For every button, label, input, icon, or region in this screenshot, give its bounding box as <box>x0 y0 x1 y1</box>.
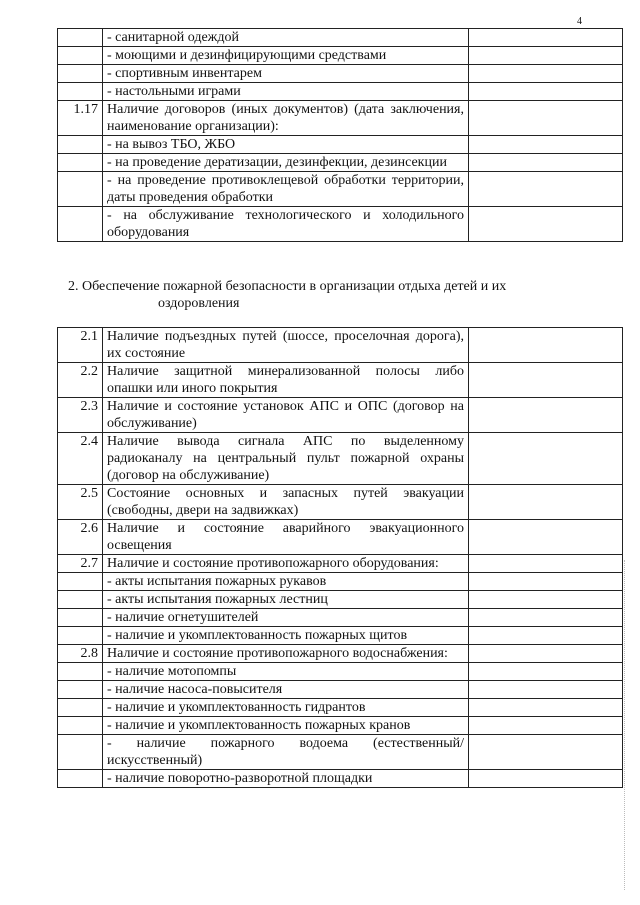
item-number <box>58 83 103 101</box>
page-number: 4 <box>577 16 582 27</box>
item-number <box>58 770 103 788</box>
item-description: - на обслуживание технологического и холодильного оборудования <box>103 207 469 242</box>
item-description: - на вывоз ТБО, ЖБО <box>103 136 469 154</box>
item-description: - настольными играми <box>103 83 469 101</box>
table-row <box>58 433 623 485</box>
item-description: Наличие защитной минерализованной полосы либо опашки или иного покрытия <box>103 363 469 398</box>
table-row <box>58 555 623 573</box>
item-description: Наличие и состояние противопожарного оборудования: <box>103 555 469 573</box>
answer-cell[interactable] <box>469 65 623 83</box>
answer-cell[interactable] <box>469 717 623 735</box>
item-number <box>58 663 103 681</box>
item-description: - наличие мотопомпы <box>103 663 469 681</box>
item-number <box>58 65 103 83</box>
item-number <box>58 699 103 717</box>
item-number <box>58 591 103 609</box>
item-description: Наличие и состояние аварийного эвакуационного освещения <box>103 520 469 555</box>
table-row <box>58 663 623 681</box>
item-description: - акты испытания пожарных лестниц <box>103 591 469 609</box>
item-description: - наличие и укомплектованность пожарных щитов <box>103 627 469 645</box>
item-number: 1.17 <box>58 101 103 136</box>
item-number <box>58 735 103 770</box>
table-row <box>58 573 623 591</box>
answer-cell[interactable] <box>469 47 623 65</box>
item-description: - санитарной одеждой <box>103 29 469 47</box>
checklist-table-fire-safety <box>57 327 623 788</box>
item-number: 2.6 <box>58 520 103 555</box>
item-number <box>58 29 103 47</box>
answer-cell[interactable] <box>469 207 623 242</box>
answer-cell[interactable] <box>469 398 623 433</box>
table-row <box>58 520 623 555</box>
table-row <box>58 154 623 172</box>
item-number: 2.4 <box>58 433 103 485</box>
item-number: 2.2 <box>58 363 103 398</box>
table-row <box>58 609 623 627</box>
section-title-line2: оздоровления <box>158 296 240 311</box>
item-description: - акты испытания пожарных рукавов <box>103 573 469 591</box>
table-row <box>58 699 623 717</box>
table-row <box>58 627 623 645</box>
answer-cell[interactable] <box>469 520 623 555</box>
answer-cell[interactable] <box>469 172 623 207</box>
table-row <box>58 770 623 788</box>
item-number <box>58 681 103 699</box>
answer-cell[interactable] <box>469 433 623 485</box>
table-row <box>58 47 623 65</box>
item-number <box>58 47 103 65</box>
answer-cell[interactable] <box>469 555 623 573</box>
item-description: Наличие и состояние установок АПС и ОПС (договор на обслуживание) <box>103 398 469 433</box>
answer-cell[interactable] <box>469 663 623 681</box>
table-row <box>58 172 623 207</box>
item-number: 2.1 <box>58 328 103 363</box>
item-description: - наличие и укомплектованность гидрантов <box>103 699 469 717</box>
checklist-table-sanitary <box>57 28 623 242</box>
answer-cell[interactable] <box>469 363 623 398</box>
table-row <box>58 29 623 47</box>
item-description: - на проведение противоклещевой обработки территории, даты проведения обработки <box>103 172 469 207</box>
table-row <box>58 363 623 398</box>
item-number <box>58 627 103 645</box>
table-row <box>58 681 623 699</box>
item-number: 2.5 <box>58 485 103 520</box>
item-number <box>58 717 103 735</box>
answer-cell[interactable] <box>469 573 623 591</box>
item-description: Наличие вывода сигнала АПС по выделенному радиоканалу на центральный пульт пожарной охраны (договор на обслуживание) <box>103 433 469 485</box>
answer-cell[interactable] <box>469 591 623 609</box>
section-title-line1: 2. Обеспечение пожарной безопасности в организации отдыха детей и их <box>68 279 507 294</box>
table-row <box>58 328 623 363</box>
item-description: - наличие огнетушителей <box>103 609 469 627</box>
answer-cell[interactable] <box>469 681 623 699</box>
scan-artifact-mark <box>624 560 625 890</box>
item-description: - наличие и укомплектованность пожарных кранов <box>103 717 469 735</box>
table-row <box>58 485 623 520</box>
item-number: 2.7 <box>58 555 103 573</box>
item-description: Наличие и состояние противопожарного водоснабжения: <box>103 645 469 663</box>
answer-cell[interactable] <box>469 328 623 363</box>
answer-cell[interactable] <box>469 485 623 520</box>
item-number <box>58 172 103 207</box>
item-number: 2.8 <box>58 645 103 663</box>
table-row <box>58 717 623 735</box>
answer-cell[interactable] <box>469 136 623 154</box>
answer-cell[interactable] <box>469 609 623 627</box>
table-row <box>58 645 623 663</box>
answer-cell[interactable] <box>469 627 623 645</box>
item-number <box>58 154 103 172</box>
answer-cell[interactable] <box>469 735 623 770</box>
answer-cell[interactable] <box>469 645 623 663</box>
item-description: - на проведение дератизации, дезинфекции, дезинсекции <box>103 154 469 172</box>
answer-cell[interactable] <box>469 101 623 136</box>
item-description: Наличие подъездных путей (шоссе, проселочная дорога), их состояние <box>103 328 469 363</box>
item-description: - наличие пожарного водоема (естественный/искусственный) <box>103 735 469 770</box>
item-description: - наличие поворотно-разворотной площадки <box>103 770 469 788</box>
answer-cell[interactable] <box>469 699 623 717</box>
item-description: Наличие договоров (иных документов) (дата заключения, наименование организации): <box>103 101 469 136</box>
table-row <box>58 398 623 433</box>
item-number <box>58 207 103 242</box>
answer-cell[interactable] <box>469 770 623 788</box>
table-row <box>58 65 623 83</box>
item-number <box>58 573 103 591</box>
item-description: Состояние основных и запасных путей эвакуации (свободны, двери на задвижках) <box>103 485 469 520</box>
answer-cell[interactable] <box>469 29 623 47</box>
item-number <box>58 609 103 627</box>
answer-cell[interactable] <box>469 154 623 172</box>
item-number: 2.3 <box>58 398 103 433</box>
answer-cell[interactable] <box>469 83 623 101</box>
item-description: - наличие насоса-повысителя <box>103 681 469 699</box>
table-row <box>58 591 623 609</box>
table-row <box>58 735 623 770</box>
table-row <box>58 207 623 242</box>
table-row <box>58 83 623 101</box>
table-row <box>58 101 623 136</box>
item-number <box>58 136 103 154</box>
item-description: - спортивным инвентарем <box>103 65 469 83</box>
table-row <box>58 136 623 154</box>
item-description: - моющими и дезинфицирующими средствами <box>103 47 469 65</box>
